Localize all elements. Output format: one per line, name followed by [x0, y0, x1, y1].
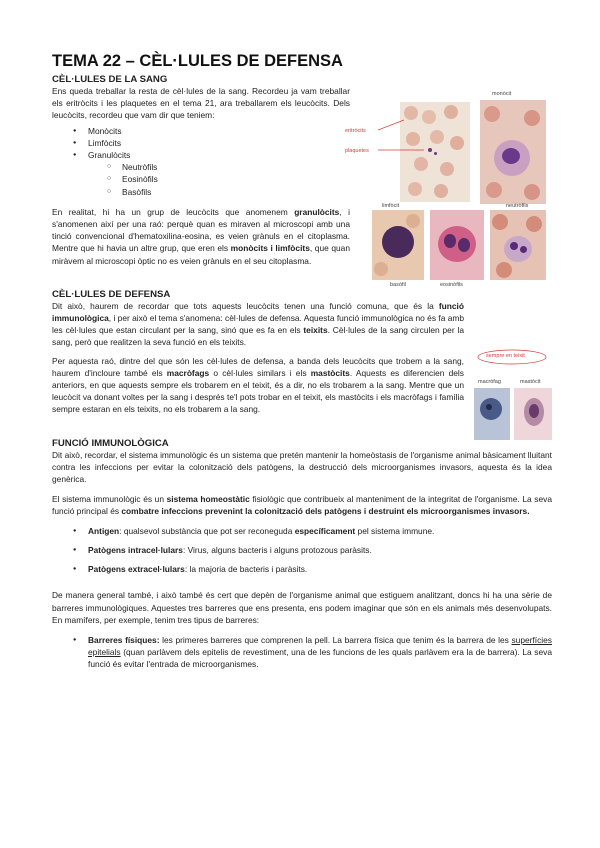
figure-annotations	[340, 90, 552, 290]
figure-label: eosinòfils	[440, 282, 463, 288]
section-heading-defense-cells: CÈL·LULES DE DEFENSA	[52, 288, 171, 300]
list-item: ● Granulòcits	[52, 149, 350, 161]
sublist-item: ○ Neutròfils	[52, 161, 350, 173]
section-blood-cells-text	[52, 85, 350, 267]
tissue-cells-figure	[474, 346, 554, 442]
paragraph: De manera general també, i això també és cert que depèn de l'organisme animal que estiguem analitzant, doncs hi ha una sèrie de barreres immunològiques. Aquestes tres barreres que ens presenta, ens podem imaginar que són en els animals més desenvolupats. En mamífers, per exemple, tenim tres tipus de barreres:	[52, 590, 552, 625]
section-heading-blood-cells: CÈL·LULES DE LA SANG	[52, 74, 168, 85]
paragraph: En realitat, hi ha un grup de leucòcits que anomenem granulòcits, i s'anomenen així per una raó: perquè quan es miraven al microscopi amb una tinció convencional d'hematoxilina-eosina, es veien grànuls en el citoplasma. Mentre que hi havia un altre grup, que eren els monòcits i limfòcits, que quan miràvem al microscopi òptic no es veien grànuls en el seu citoplasma.	[52, 206, 350, 266]
list-item: ● Monòcits	[52, 125, 350, 137]
barriers-list	[52, 634, 552, 671]
leukocyte-list	[52, 125, 350, 198]
paragraph: El sistema immunològic és un sistema homeostàtic fisiològic que contribueix al manteniment de la integritat de l'organisme. La seva funció principal és combatre infeccions prevenint la colonització dels patògens i destruint els microorganismes invasors.	[52, 494, 552, 517]
immune-definitions-list	[52, 525, 552, 576]
macrophage-image	[474, 388, 510, 440]
figure-label: plaquetes	[345, 148, 369, 154]
sublist-item: ○ Eosinòfils	[52, 173, 350, 185]
figure-label: sempre en teixit	[486, 353, 525, 359]
figure-label: basòfil	[390, 282, 406, 288]
figure-label: neutròfils	[506, 203, 529, 209]
paragraph: Dit això, haurem de recordar que tots aquests leucòcits tenen una funció comuna, que és la funció immunològica, i per això el tema s'anomena: cèl·lules de defensa. Aquesta funció immunològica no és fa amb les cèl·lules que estan circulant per la sang, sinó que es fa en els teixits. Cèl·lules de la sang circulen per la sang, però que realitzen la seva funció en els teixits.	[52, 300, 464, 348]
figure-label: mastòcit	[520, 379, 541, 385]
figure-label: eritròcits	[345, 128, 366, 134]
list-item: ● Patògens intracel·lulars: Virus, alguns bacteris i alguns protozous paràsits.	[52, 544, 552, 556]
list-item: ● Barreres físiques: les primeres barreres que comprenen la pell. La barrera física que tenim és la barrera de les superfícies epitelials (quan parlàvem dels epitelis de revestiment, una de les funcions de les quals parlàvem era la de barrera). La seva funció és evitar l'entrada de microorganismes.	[52, 634, 552, 671]
paragraph: Ens queda treballar la resta de cèl·lules de la sang. Recordeu ja vam treballar els eritròcits i les plaquetes en el tema 21, ara treballarem els leucòcits. Dels leucòcits, recordeu que vam dir que teniem:	[52, 86, 350, 121]
paragraph: Dit això, recordar, el sistema immunològic és un sistema que pretén mantenir la homeòstasis de l'organisme animal bàsicament lluitant contra les infeccions per evitar la colonització dels patògens, la destrucció dels microorganismes invasors, aquesta és la idea genèrica.	[52, 449, 552, 485]
blood-cells-figure	[340, 90, 552, 290]
figure-label: macròfag	[478, 379, 501, 385]
figure-label: limfòcit	[382, 203, 400, 209]
figure-label: monòcit	[492, 91, 512, 97]
section-heading-immune-function: FUNCIÓ IMMUNOLÒGICA	[52, 437, 169, 449]
list-item: ● Antigen: qualsevol substància que pot ser reconeguda específicament pel sistema immune.	[52, 525, 552, 537]
figure-annotations	[474, 346, 554, 376]
section-defense-text	[52, 300, 464, 416]
page-title: TEMA 22 – CÈL·LULES DE DEFENSA	[52, 52, 343, 70]
sublist-item: ○ Basòfils	[52, 186, 350, 198]
paragraph: Per aquesta raó, dintre del que són les cèl·lules de defensa, a banda dels leucòcits que trobem a la sang, haurem d'incloure també els macròfags o cèl·lules similars i els mastòcits. Aquests es diferencien dels anteriors, en que aquests sempre els trobarem en el teixit, és a dir, no els trobarem a la sang. Mentre que un leucòcit va donant voltes per la sang i després te'l pots trobar en el teixit, els mastòcits i els macròfags i família sempre estaran en els teixits, no els trobarem a la sang.	[52, 355, 464, 415]
mast-cell-image	[514, 388, 552, 440]
list-item: ● Limfòcits	[52, 137, 350, 149]
list-item: ● Patògens extracel·lulars: la majoria de bacteris i paràsits.	[52, 563, 552, 575]
